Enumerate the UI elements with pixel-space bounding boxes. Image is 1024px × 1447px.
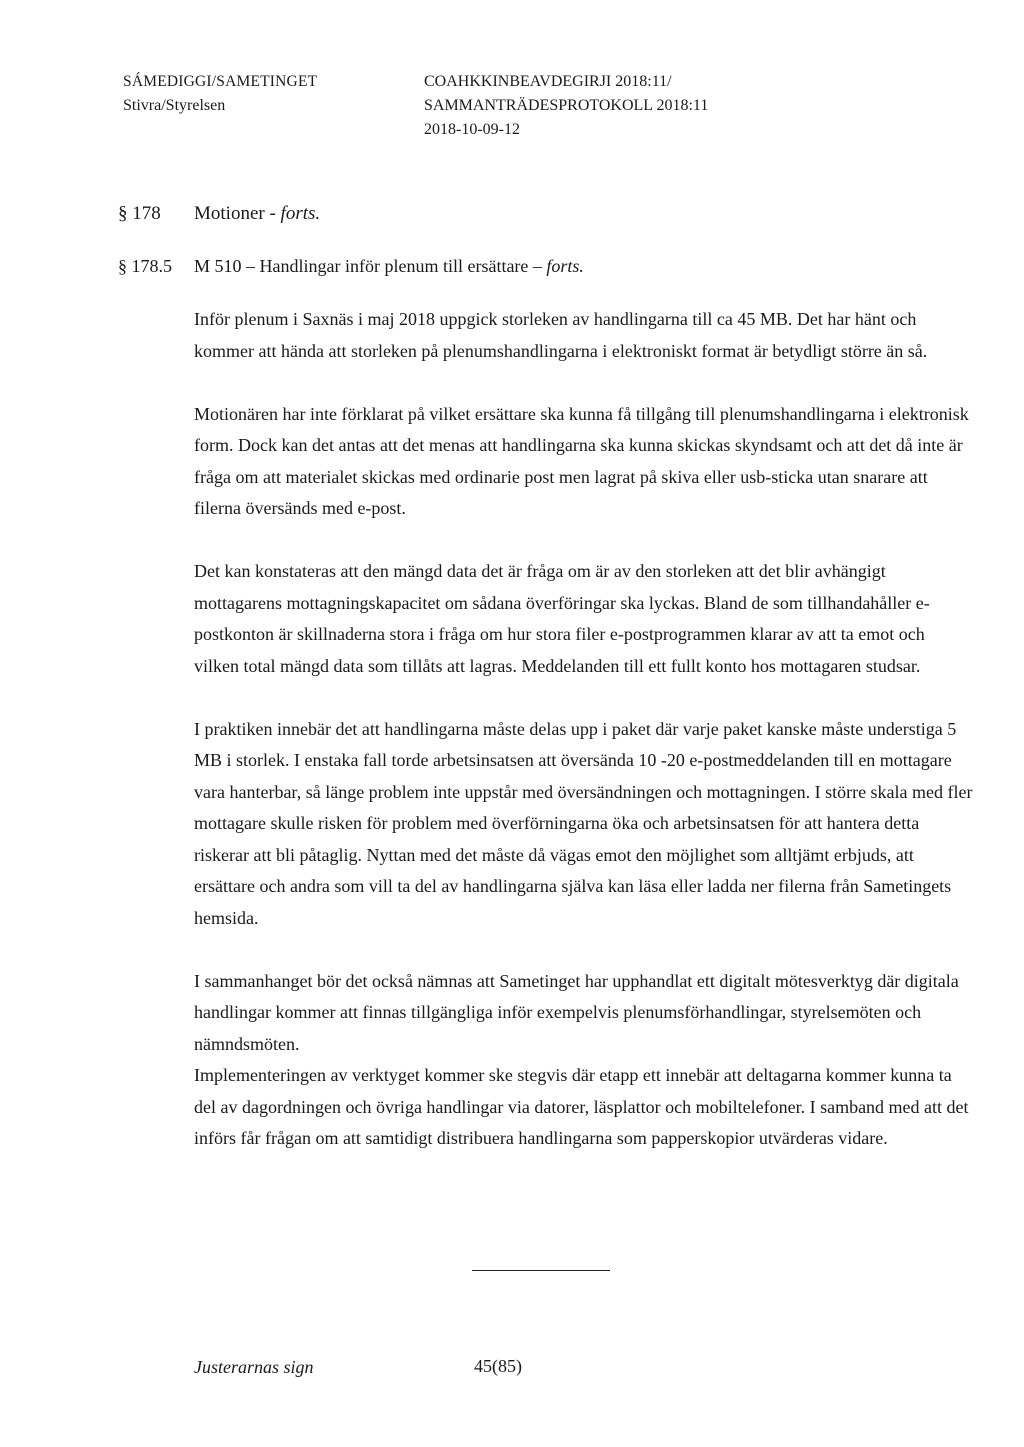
section-continued: forts.	[280, 203, 321, 224]
board-name: Stivra/Styrelsen	[123, 97, 226, 114]
section-heading-sub	[118, 254, 584, 278]
section-title: Motioner -	[194, 203, 281, 224]
organization-name: SÁMEDIGGI/SAMETINGET	[123, 73, 318, 90]
subsection-continued: forts.	[546, 256, 584, 276]
header-right	[424, 70, 708, 142]
paragraph: I sammanhanget bör det också nämnas att Sametinget har upphandlat ett digitalt mötesverktyg där digitala handlingar kommer att finnas tillgängliga inför exempelvis plenumsförhandlingar, styrelsemöten och nämndsmöten.	[194, 970, 959, 1054]
section-heading-main	[118, 202, 320, 226]
paragraph: Det kan konstateras att den mängd data det är fråga om är av den storleken att det blir avhängigt mottagarens mottagningskapacitet om sådana överföringar ska lyckas. Bland de som tillhandahåller e-postkonton är skillnaderna stora i fråga om hur stora filer e-postprogrammen klarar av att ta emot och vilken total mängd data som tillåts att lagras. Meddelanden till ett fullt konto hos mottagaren studsar.	[194, 561, 930, 676]
document-title-sami: COAHKKINBEAVDEGIRJI 2018:11/	[424, 73, 672, 90]
subsection-number: § 178.5	[118, 256, 172, 276]
paragraph: Inför plenum i Saxnäs i maj 2018 uppgick storleken av handlingarna till ca 45 MB. Det har hänt och kommer att hända att storleken på plenumshandlingarna i elektroniskt format är betydligt större än så.	[194, 309, 928, 361]
body-text	[194, 304, 974, 1155]
paragraph: Motionären har inte förklarat på vilket ersättare ska kunna få tillgång till plenumshandlingarna i elektronisk form. Dock kan det antas att det menas att handlingarna ska kunna skickas skyndsamt och att det då inte är fråga om att materialet skickas med ordinarie post men lagrat på skiva eller usb-sticka utan snarare att filerna översänds med e-post.	[194, 403, 969, 518]
document-title-swedish: SAMMANTRÄDESPROTOKOLL 2018:11	[424, 97, 709, 114]
section-number: § 178	[118, 203, 161, 224]
signature-label: Justerarnas sign	[194, 1357, 314, 1377]
paragraph: Implementeringen av verktyget kommer ske stegvis där etapp ett innebär att deltagarna kommer kunna ta del av dagordningen och övriga handlingar via datorer, läsplattor och mobiltelefoner. I samband med att det införs får frågan om att samtidigt distribuera handlingarna som papperskopior utvärderas vidare.	[194, 1065, 969, 1148]
end-rule	[472, 1270, 610, 1271]
subsection-title: M 510 – Handlingar inför plenum till ersättare –	[194, 256, 547, 276]
paragraph: I praktiken innebär det att handlingarna måste delas upp i paket där varje paket kanske måste understiga 5 MB i storlek. I enstaka fall torde arbetsinsatsen att översända 10 -20 e-postmeddelanden till en mottagare vara hanterbar, så länge problem inte uppstår med översändningen och mottagningen. I större skala med fler mottagare skulle risken för problem med överförningarna öka och arbetsinsatsen för att hantera detta riskerar att bli påtaglig. Nyttan med det måste då vägas emot den möjlighet som alltjämt erbjuds, att ersättare och andra som vill ta del av handlingarna själva kan läsa eller ladda ner filerna från Sametingets hemsida.	[194, 718, 973, 928]
page-number: 45(85)	[474, 1356, 522, 1376]
header-left	[123, 70, 317, 118]
meeting-dates: 2018-10-09-12	[424, 121, 520, 138]
